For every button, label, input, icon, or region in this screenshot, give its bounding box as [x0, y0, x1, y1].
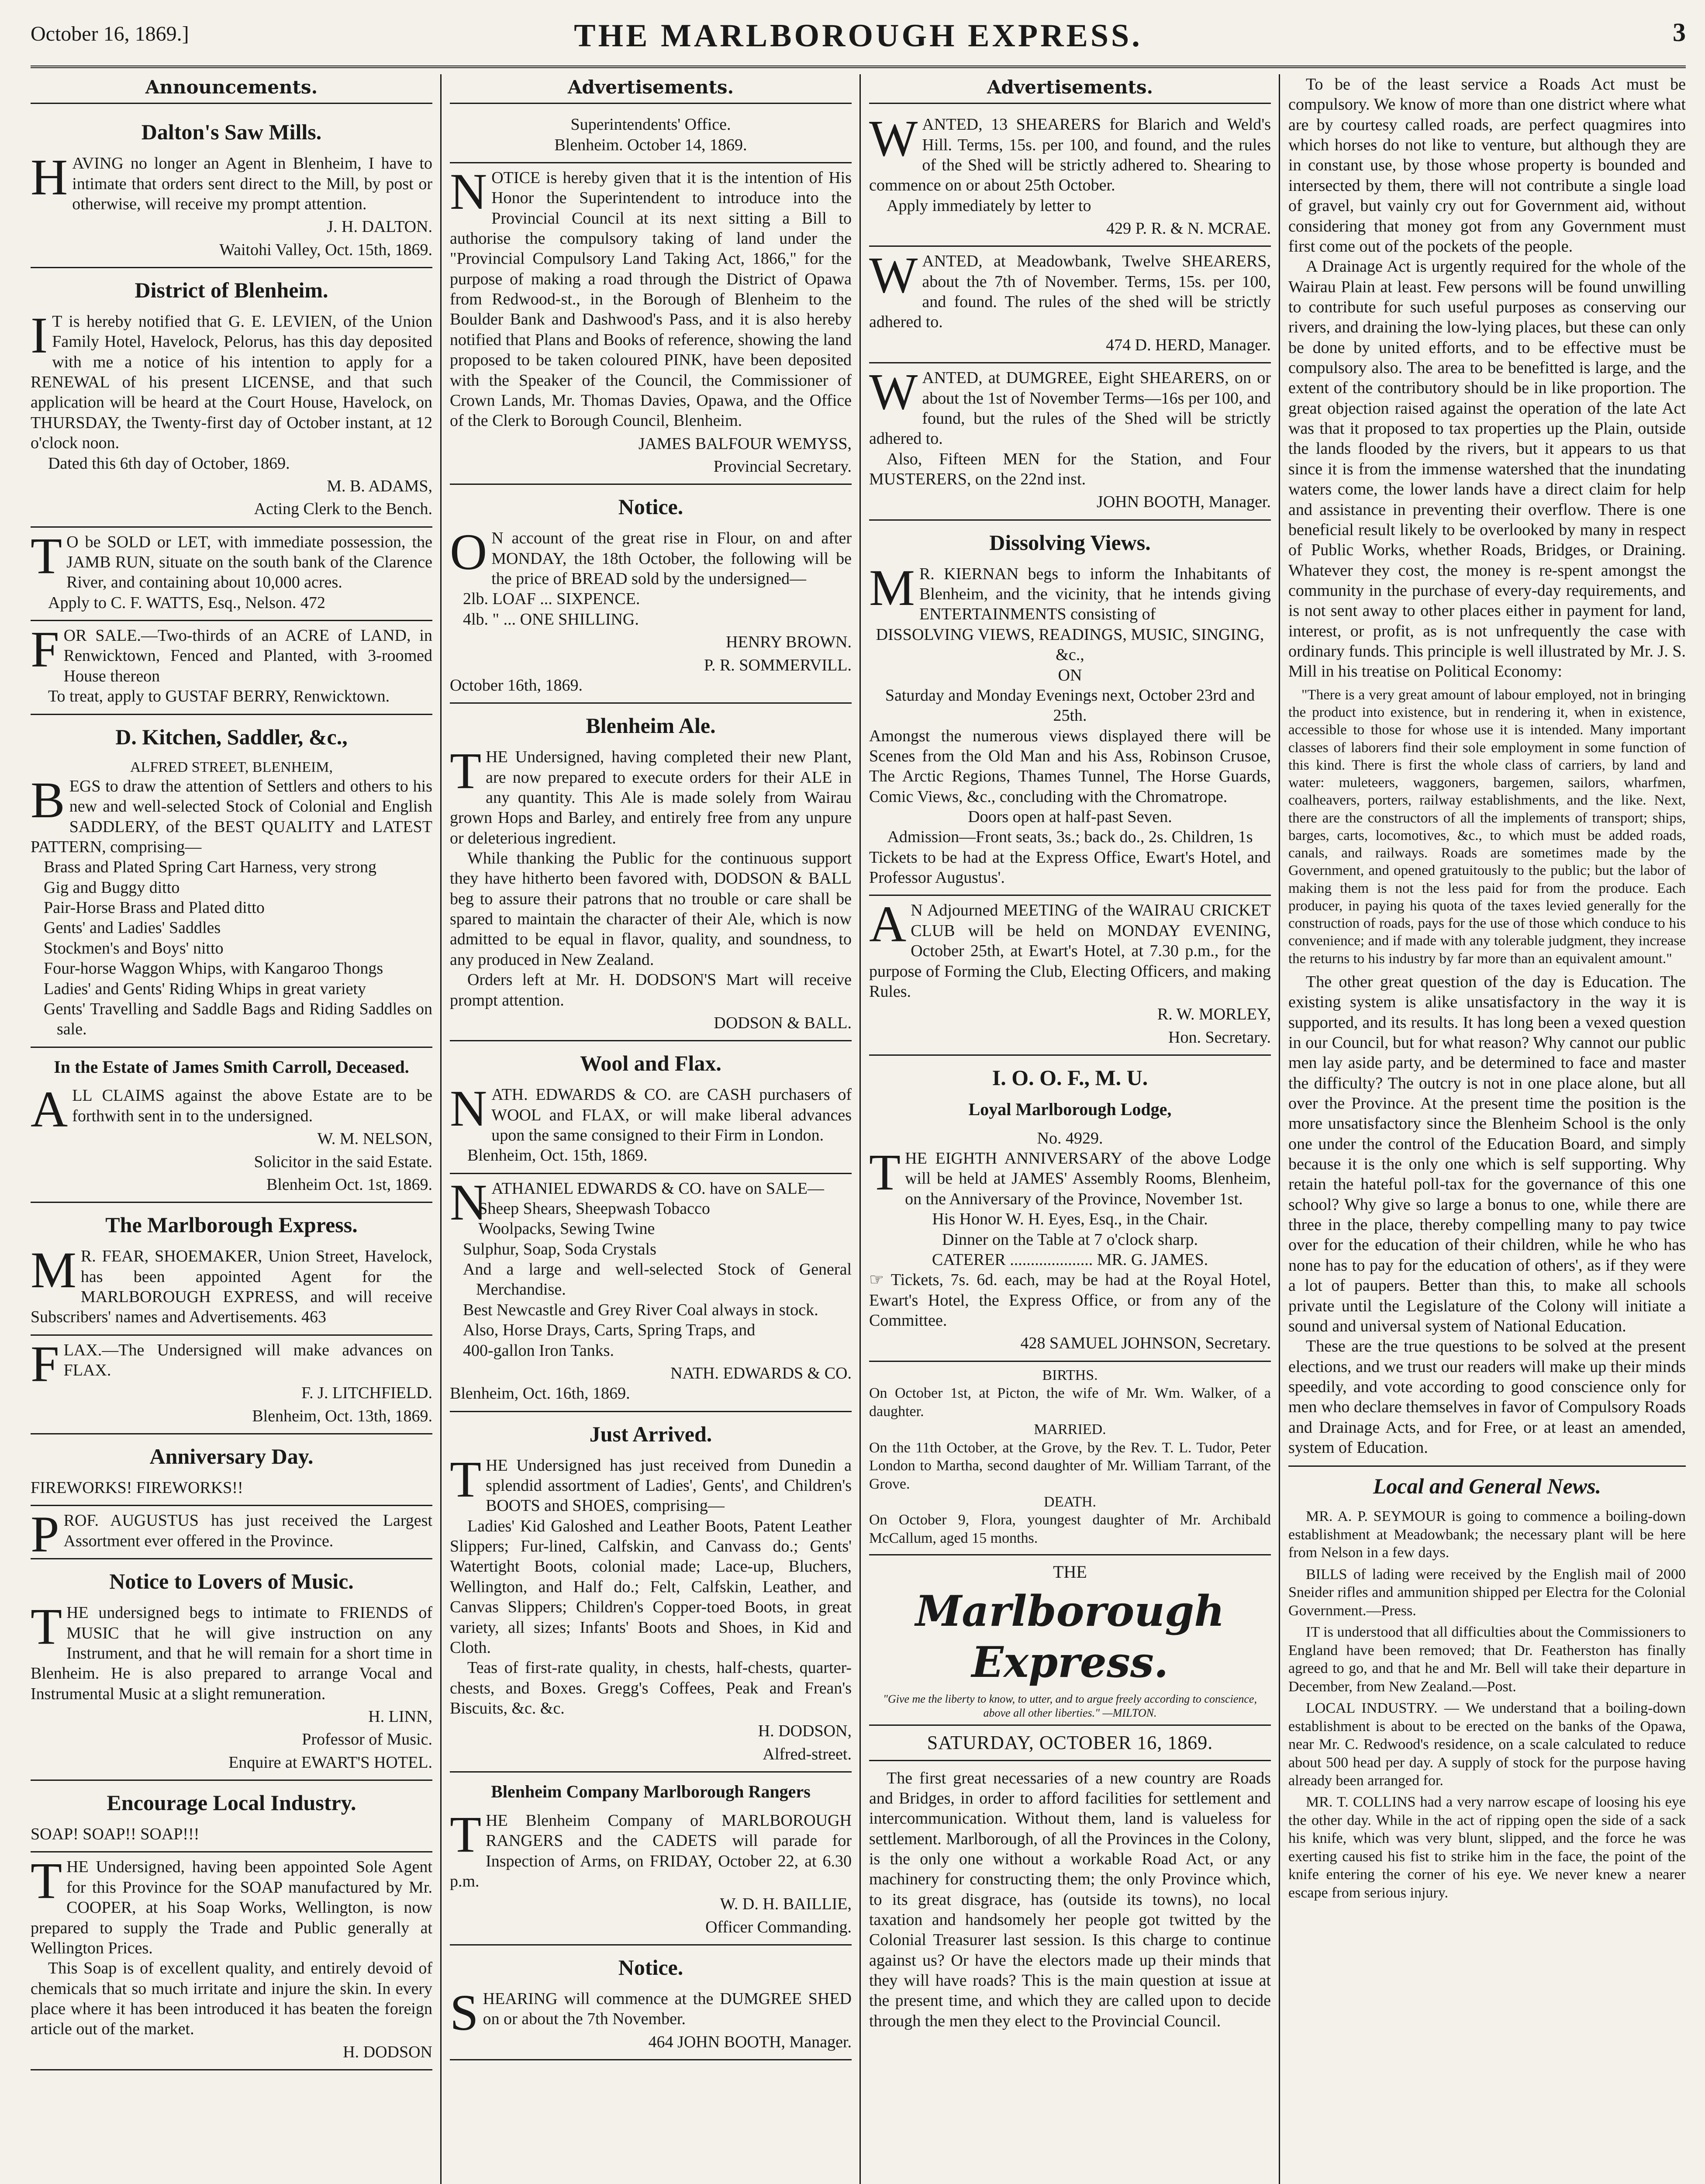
ad-heading: Anniversary Day. — [149, 1444, 314, 1469]
ad-paragraph — [31, 1241, 432, 1327]
ad-paragraph — [31, 1852, 432, 1958]
ad-centered-line: Dinner on the Table at 7 o'clock sharp. — [942, 1230, 1198, 1249]
ad-signature: R. W. MORLEY, — [1157, 1005, 1271, 1024]
ad-heading: The Marlborough Express. — [105, 1213, 358, 1237]
drop-cap: W — [869, 110, 918, 167]
drop-cap: B — [31, 771, 65, 829]
ad-paragraph — [869, 449, 1271, 490]
drop-cap: T — [450, 1450, 482, 1508]
ad-text: OTICE is hereby given that it is the intention of His Honor the Superintendent to introduce into the Provincial Council at its next sitting a Bill to authorise the compulsory taking of land under the "Provincial Compulsory Land Taking Act, 1866," for the purpose of making a road through the District of Opawa from Redwood-st., in the Borough of Blenheim to the Boulder Bank and Dashwood's Pass, and it is also hereby notified that Plans and Books of reference, showing the land proposed to be taken coloured PINK, have been deposited with the Speaker of the Council, the Commissioner of Crown Lands, Mr. Thomas Davies, Opawa, and the Office of the Clerk to Borough Council, Blenheim. — [450, 168, 852, 430]
ad-signature: Blenheim, Oct. 13th, 1869. — [252, 1406, 432, 1425]
editorial-the: THE — [1053, 1562, 1087, 1582]
drop-cap: T — [869, 1144, 901, 1201]
ad-heading: Notice to Lovers of Music. — [109, 1569, 354, 1594]
editorial-paragraph: These are the true questions to be solved at the present elections, and we trust our readers will make up their minds speedily, and vote according to good conscience only for men who declare themselves in favor of Compulsory Roads and Drainage Acts, and for Free, or at least an amended, system of Education. — [1288, 1337, 1686, 1457]
ad-body-block — [31, 1335, 432, 1393]
ad-body-block — [450, 1984, 852, 2041]
drop-cap: A — [869, 895, 907, 953]
ad-centered-line: Doors open at half-past Seven. — [968, 808, 1172, 826]
advertisement — [450, 485, 852, 704]
advertisement — [869, 110, 1271, 247]
ad-body-block — [31, 307, 432, 473]
ad-signature: J. H. DALTON. — [327, 218, 432, 236]
advertisement — [869, 896, 1271, 1056]
ad-text: HE undersigned begs to intimate to FRIENDS of MUSIC that he will give instruction on any Instrument, and that he will remain for a short time in Blenheim. He is also prepared to arrange Vocal and Instrumental Music at a slight remuneration. — [31, 1603, 432, 1703]
ad-paragraph — [450, 742, 852, 848]
ad-body-block — [31, 621, 432, 706]
advertisement — [450, 1773, 852, 1946]
ad-paragraph — [869, 246, 1271, 332]
editorial-paragraph: The first great necessaries of a new country are Roads and Bridges, in order to afford facilities for settlement and intercommunication. Without them, land is valueless for settlement. Marlborough, of all the Provinces in the Colony, is the only one without a workable Road Act, or any machinery for constructing them; the only Province which, to its great disgrace, has (outside its towns), no local taxation and handsomely her people got twitted by the Colonial Treasurer last session. Is this charge to continue against us? Or have the electors made up their minds that they will have roads? This is the main question at issue at the present time, and which they are called upon to decide through the men they elect to the Provincial Council. — [869, 1769, 1271, 2030]
ad-body-block — [31, 1241, 432, 1327]
ad-text: N account of the great rise in Flour, on and after MONDAY, the 18th October, the following will be the price of BREAD sold by the undersigned— — [491, 529, 852, 588]
ad-paragraph — [31, 621, 432, 686]
ad-signature: 474 D. HERD, Manager. — [1106, 335, 1271, 354]
drop-cap: N — [450, 162, 487, 220]
ad-paragraph — [450, 1658, 852, 1718]
column-3 — [869, 74, 1271, 2184]
news-item: BILLS of lading were received by the English mail of 2000 Sneider rifles and ammunition shipped per Electra for the Colonial Government.—Press. — [1288, 1566, 1686, 1619]
ad-signature: Solicitor in the said Estate. — [254, 1152, 432, 1171]
ad-body-block — [869, 246, 1271, 332]
advertisement — [31, 110, 432, 268]
ad-list-item: Also, Horse Drays, Carts, Spring Traps, and — [463, 1321, 756, 1340]
ad-paragraph — [31, 593, 432, 613]
ad-text: ROF. AUGUSTUS has just received the Largest Assortment ever offered in the Province. — [63, 1511, 432, 1550]
mill-quotation: "There is a very great amount of labour employed, not in bringing the product into existence, but in rendering it, when in existence, accessible to those for whose use it is intended. Many important classes of laborers find their sole employment in some function of this kind. There is first the whole class of carriers, by land and water: muleteers, waggoners, bargemen, sailors, wharfmen, coalheavers, porters, railway establishments, and the like. Next, there are the constructors of all the implements of transport; ships, barges, carts, locomotives, &c., to which must be added roads, canals, and railways. Roads are sometimes made by the Government, and opened gratuitously to the public; but the labor of making them is not the less paid for from the produce. Each producer, in paying his quota of the taxes levied generally for the construction of roads, pays for the use of those which conduce to his convenience; and if made with any tolerable judgment, they increase the returns to his industry by far more than an equivalent amount." — [1288, 687, 1686, 967]
ad-paragraph — [31, 527, 432, 593]
advertisement — [31, 1434, 432, 1506]
ad-text: HEARING will commence at the DUMGREE SHED on or about the 7th November. — [483, 1989, 852, 2028]
advertisement — [31, 528, 432, 621]
saddlery-item: Gents' Travelling and Saddle Bags and Riding Saddles on sale. — [44, 999, 432, 1039]
ad-paragraph — [869, 559, 1271, 625]
ad-body-block — [31, 1852, 432, 2039]
editorial-paragraph: To be of the least service a Roads Act must be compulsory. We know of more than one district where what are by courtesy called roads, are perfect quagmires into which horses do not like to venture, but although they are in constant use, by those whose property is bounded and intersected by them, there will not contribute a single load of gravel, but vainly cry out for Government aid, without considering that money got from any Government must first come out of the pockets of the people. — [1288, 75, 1686, 256]
ad-centered-line: His Honor W. H. Eyes, Esq., in the Chair. — [932, 1210, 1208, 1229]
ad-heading: Blenheim Ale. — [586, 713, 716, 738]
ad-text: SOAP! SOAP!! SOAP!!! — [31, 1825, 200, 1844]
saddlery-item: Gig and Buggy ditto — [44, 878, 180, 897]
drop-cap: F — [31, 621, 59, 678]
ad-body-block — [31, 1824, 432, 1844]
ad-paragraph — [450, 162, 852, 431]
ad-paragraph — [31, 1081, 432, 1138]
ad-heading: Just Arrived. — [589, 1421, 712, 1446]
column-rule — [859, 74, 861, 2184]
paper-motto: "Give me the liberty to know, to utter, and to argue freely according to conscience, above all other liberties." —MILTON. — [883, 1693, 1257, 1720]
ad-signature: M. B. ADAMS, — [327, 477, 432, 495]
ad-signature: W. D. H. BAILLIE, — [720, 1895, 852, 1914]
ad-text: ATHANIEL EDWARDS & CO. have on SALE— — [491, 1179, 824, 1198]
ad-text: ☞ Tickets, 7s. 6d. each, may be had at the Royal Hotel, Ewart's Hotel, the Express Office, or from any of the Committee. — [869, 1271, 1271, 1330]
ad-text: Blenheim, Oct. 15th, 1869. — [467, 1146, 648, 1165]
advertisement — [450, 1946, 852, 2060]
editorial-masthead — [869, 1562, 1271, 1761]
ad-subheading: ALFRED STREET, BLENHEIM, — [130, 759, 333, 775]
ad-signature: P. R. SOMMERVILL. — [704, 656, 852, 674]
ad-subheading: Loyal Marlborough Lodge, — [968, 1099, 1172, 1119]
ad-body-block — [869, 895, 1271, 1002]
ad-body-block — [31, 1506, 432, 1563]
ad-body-block — [869, 1144, 1271, 1209]
ad-heading: Encourage Local Industry. — [107, 1790, 356, 1815]
advertisement — [31, 1048, 432, 1203]
column-1 — [31, 74, 432, 2184]
advertisement — [31, 1781, 432, 1852]
ad-centered-line: Admission—Front seats, 3s.; back do., 2s. Children, 1s — [887, 828, 1253, 847]
ad-paragraph — [450, 848, 852, 970]
ad-text: ANTED, 13 SHEARERS for Blarich and Weld's Hill. Terms, 15s. per 100, and found, and the rules of the Shed will be strictly adhered to. Shearing to commence on or about 25th October. — [869, 115, 1271, 195]
ad-signature: F. J. LITCHFIELD. — [301, 1384, 432, 1403]
drop-cap: T — [450, 1805, 482, 1863]
column-rule — [1279, 74, 1280, 2184]
advertisement — [31, 1203, 432, 1335]
death-heading: DEATH. — [1044, 1494, 1096, 1510]
ad-text: FIREWORKS! FIREWORKS!! — [31, 1479, 243, 1497]
ad-paragraph — [31, 149, 432, 214]
ad-signature: Officer Commanding. — [705, 1918, 852, 1936]
news-list — [1288, 1507, 1686, 1902]
drop-cap: T — [450, 742, 482, 800]
ad-signature: H. DODSON, — [758, 1722, 852, 1741]
ad-centered-line: Saturday and Monday Evenings next, October 23rd and 25th. — [885, 686, 1255, 725]
drop-cap: A — [31, 1081, 68, 1138]
ad-signature: HENRY BROWN. — [726, 633, 852, 652]
advertisement — [31, 1506, 432, 1563]
ad-text: N Adjourned MEETING of the WAIRAU CRICKET CLUB will be held on MONDAY EVENING, October 25th, at Ewart's Hotel, at 7.30 p.m., for the purpose of Forming the Club, Electing Officers, and making Rules. — [869, 901, 1271, 1001]
ad-paragraph — [31, 1824, 432, 1844]
births-heading: BIRTHS. — [1042, 1367, 1098, 1383]
ad-signature: Blenheim Oct. 1st, 1869. — [266, 1175, 432, 1194]
ad-subheading: No. 4929. — [1037, 1129, 1103, 1147]
ad-text: LAX.—The Undersigned will make advances on FLAX. — [63, 1341, 432, 1380]
saddlery-item: Pair-Horse Brass and Plated ditto — [44, 898, 265, 917]
ad-paragraph — [869, 895, 1271, 1002]
ad-list-item: Best Newcastle and Grey River Coal always in stock. — [463, 1300, 818, 1319]
editorial-text — [869, 1768, 1271, 2032]
drop-cap: T — [31, 1852, 62, 1910]
ad-paragraph — [869, 196, 1271, 216]
ad-body-block — [869, 363, 1271, 489]
drop-cap: T — [31, 1598, 62, 1655]
ad-heading: Blenheim Company Marlborough Rangers — [491, 1782, 811, 1802]
ad-signature: Professor of Music. — [302, 1730, 432, 1749]
ad-signature: Alfred-street. — [763, 1745, 852, 1763]
advertisement — [450, 1412, 852, 1773]
ad-body: EGS to draw the attention of Settlers and others to his new and well-selected Stock of Colonial and English SADDLERY, of the BEST QUALITY and LATEST PATTERN, comprising— — [31, 777, 432, 857]
ad-list-item: 2lb. LOAF ... SIXPENCE. — [463, 590, 640, 608]
ad-list-item: Sheep Shears, Sheepwash Tobacco — [478, 1199, 710, 1218]
ad-paragraph — [450, 523, 852, 589]
paper-title: THE MARLBOROUGH EXPRESS. — [574, 18, 1142, 54]
news-item: MR. T. COLLINS had a very narrow escape of loosing his eye the other day. While in the act of ripping open the side of a sack his knife, which was very blunt, slipped, and the force he was exerting caused his fist to strike him in the face, the point of the knife entering the corner of his eye. We never knew a nearer escape from serious injury. — [1288, 1794, 1686, 1901]
drop-cap: W — [869, 363, 918, 421]
editorial-education — [1288, 972, 1686, 1458]
ad-signature: Enquire at EWART'S HOTEL. — [228, 1753, 432, 1772]
ad-date: Blenheim, Oct. 16th, 1869. — [450, 1384, 630, 1403]
ad-text: Ladies' Kid Galoshed and Leather Boots, Patent Leather Slippers; Fur-lined, Calfskin, and Canvass do.; Gents' Watertight Boots, colonial made; Lace-up, Bluchers, Wellington, and Half do.; Felt, Calfskin, Leather, and Canvas Slippers; Children's Copper-toed Boots, in great variety, all sizes; Infants' Boots and Shoes, in Kid and Cloth. — [450, 1517, 852, 1657]
kitchen-saddler-ad — [31, 715, 432, 1048]
ad-body-block — [450, 742, 852, 1010]
ad-text: O be SOLD or LET, with immediate possession, the JAMB RUN, situate on the south bank of the Clarence River, and containing about 10,000 acres. — [66, 532, 432, 592]
column-rule — [440, 74, 442, 2184]
ad-text: R. KIERNAN begs to inform the Inhabitants of Blenheim, and the vicinity, that he intends giving ENTERTAINMENTS consisting of — [919, 564, 1271, 624]
advertisement — [31, 1336, 432, 1434]
ad-body-block — [450, 1080, 852, 1165]
ad-signature: NATH. EDWARDS & CO. — [670, 1364, 852, 1382]
ad-paragraph — [450, 1145, 852, 1165]
ad-signature: 428 SAMUEL JOHNSON, Secretary. — [1020, 1334, 1271, 1353]
death-text: On October 9, Flora, youngest daughter of Mr. Archibald McCallum, aged 15 months. — [869, 1512, 1271, 1546]
advertisement — [869, 1056, 1271, 1362]
ad-paragraph — [31, 686, 432, 706]
ad-text: Orders left at Mr. H. DODSON'S Mart will receive prompt attention. — [450, 971, 852, 1009]
advertisement — [450, 1174, 852, 1412]
ad-signature: DODSON & BALL. — [714, 1013, 852, 1032]
ad-text: ANTED, at DUMGREE, Eight SHEARERS, on or about the 1st of November Terms—16s per 100, and found, but the rules of the Shed will be strictly adhered to. — [869, 369, 1271, 448]
ad-body-block — [31, 1081, 432, 1138]
news-item: IT is understood that all difficulties about the Commissioners to England have been removed; that Dr. Featherston has finally agreed to go, and that he and Mr. Bell will take their departure in December, from New Zealand.—Post. — [1288, 1624, 1686, 1695]
ad-list-item: Woolpacks, Sewing Twine — [478, 1220, 655, 1238]
ad-text: OR SALE.—Two-thirds of an ACRE of LAND, in Renwicktown, Fenced and Planted, with 3-roomed House thereon — [63, 626, 432, 685]
editorial-continued — [1288, 74, 1686, 682]
ad-signature: H. LINN, — [368, 1707, 432, 1726]
ad-text: While thanking the Public for the continuous support they have hitherto been favored with, DODSON & BALL beg to assure their patrons that no trouble or care shall be spared to maintain the character of their Ale, which is now admitted to be equal in flavor, quality, and soundness, to any produced in New Zealand. — [450, 849, 852, 969]
ad-signature: JAMES BALFOUR WEMYSS, — [638, 434, 852, 453]
ad-list-item: 4lb. " ... ONE SHILLING. — [463, 610, 639, 629]
ad-signature: H. DODSON — [343, 2042, 432, 2061]
advertisement — [450, 1041, 852, 1174]
ad-heading: District of Blenheim. — [135, 278, 328, 303]
editorial-date: SATURDAY, OCTOBER 16, 1869. — [869, 1724, 1271, 1761]
saddlery-item: Stockmen's and Boys' nitto — [44, 939, 224, 957]
drop-cap: W — [869, 246, 918, 304]
ad-text: HE Undersigned has just received from Dunedin a splendid assortment of Ladies', Gents', and Children's BOOTS and SHOES, comprising— — [486, 1456, 852, 1515]
ad-text: T is hereby notified that G. E. LEVIEN, of the Union Family Hotel, Havelock, Pelorus, has this day deposited with me a notice of his intention to apply for a RENEWAL of his present LICENSE, and that such application will be heard at the Court House, Havelock, on THURSDAY, the Twenty-first day of October instant, at 12 o'clock noon. — [31, 312, 432, 453]
ad-paragraph — [450, 1984, 852, 2041]
ad-text: HE Undersigned, having completed their new Plant, are now prepared to execute orders for their ALE in any quantity. This Ale is made solely from Wairau grown Hops and Barley, and entirely free from any unpure or deleterious ingredient. — [450, 748, 852, 847]
columns — [31, 74, 1686, 2184]
ad-list-item: Sulphur, Soap, Soda Crystals — [463, 1240, 656, 1258]
ad-paragraph — [31, 453, 432, 473]
ad-body-block — [869, 559, 1271, 625]
ad-text: To treat, apply to GUSTAF BERRY, Renwicktown. — [48, 687, 390, 706]
section-heading: Advertisements. — [450, 74, 852, 104]
ad-text: Amongst the numerous views displayed there will be Scenes from the Old Man and his Ass, Robinson Crusoe, The Arctic Regions, Thames Tunnel, The Horse Guards, Comic Views, &c., concluding with the Chromatrope. — [869, 726, 1271, 806]
ad-centered-line: CATERER .................... MR. G. JAMES. — [932, 1250, 1208, 1269]
drop-cap: I — [31, 307, 48, 364]
advertisement — [31, 1852, 432, 2070]
ad-text: Also, Fifteen MEN for the Station, and Four MUSTERERS, on the 22nd inst. — [869, 449, 1271, 488]
drop-cap: N — [450, 1173, 487, 1231]
advertisement — [450, 163, 852, 485]
ad-text: Dated this 6th day of October, 1869. — [48, 454, 290, 473]
ad-signature: 429 P. R. & N. MCRAE. — [1106, 219, 1271, 238]
ad-body-block — [450, 523, 852, 589]
ad-heading: D. Kitchen, Saddler, &c., — [115, 724, 348, 749]
married-heading: MARRIED. — [1034, 1421, 1106, 1438]
saddlery-item: Gents' and Ladies' Saddles — [44, 919, 221, 937]
ad-paragraph — [31, 307, 432, 453]
saddlery-item: Four-horse Waggon Whips, with Kangaroo Thongs — [44, 959, 383, 978]
ad-text: HE EIGHTH ANNIVERSARY of the above Lodge will be held at JAMES' Assembly Rooms, Blenheim, on the Anniversary of the Province, November 1st. — [905, 1149, 1271, 1208]
ad-body-block — [31, 1478, 432, 1498]
ad-paragraph — [869, 1144, 1271, 1209]
ad-list-item: And a large and well-selected Stock of General Merchandise. — [463, 1260, 852, 1299]
editorial-paragraph: A Drainage Act is urgently required for the whole of the Wairau Plain at least. Few persons will be found unwilling to contribute for such useful purposes as conserving our rivers, and draining the low-lying places, but these can only be done by united efforts, and to be effective must be compulsory also. The area to be benefitted is large, and the extent of the contributory should be in like proportion. The great objection raised against the operation of the late Act was that it proposed to tax properties up the Plain, outside the lands flooded by the rivers, but it appears to us that since it is from the immense watershed that the inundating waters come, the lower lands have a direct claim for help and assistance in preventing their overflow. There is one beneficial result likely to be overlooked by many in respect of Public Works, whether Roads, Bridges, or Draining. Whatever they cost, the money is re-spent amongst the community in the purchase of every-day requirements, and is not sent away to other places either in payment for land, interest, or profit, as is not unfrequently the case with ordinary funds. This principle is well illustrated by Mr. J. S. Mill in his treatise on Political Economy: — [1288, 257, 1686, 681]
advertisement — [869, 521, 1271, 896]
family-notices — [869, 1362, 1271, 1556]
ad-paragraph — [31, 1335, 432, 1393]
ad-text: HE Blenheim Company of MARLBOROUGH RANGERS and the CADETS will parade for Inspection of Arms, on FRIDAY, October 22, at 6.30 p.m. — [450, 1811, 852, 1890]
ad-text: Tickets to be had at the Express Office, Ewart's Hotel, and Professor Augustus'. — [869, 848, 1271, 887]
advertisement — [450, 110, 852, 163]
drop-cap: O — [450, 523, 487, 581]
ad-paragraph — [450, 970, 852, 1010]
ad-heading: I. O. O. F., M. U. — [992, 1065, 1148, 1090]
drop-cap: S — [450, 1984, 479, 2041]
ad-text: Apply immediately by letter to — [887, 196, 1091, 215]
ad-body-block — [450, 162, 852, 431]
issue-date: October 16, 1869.] — [31, 22, 189, 45]
ad-text: ATH. EDWARDS & CO. are CASH purchasers of WOOL and FLAX, or will make liberal advances upon the same consigned to their Firm in London. — [491, 1085, 852, 1144]
ad-signature: 464 JOHN BOOTH, Manager. — [648, 2032, 852, 2051]
ad-text: AVING no longer an Agent in Blenheim, I have to intimate that orders sent direct to the Mill, by post or otherwise, will receive my prompt attention. — [72, 154, 432, 213]
ad-date: October 16th, 1869. — [450, 676, 583, 695]
ad-signature: Hon. Secretary. — [1168, 1028, 1271, 1047]
ad-text: This Soap is of excellent quality, and entirely devoid of chemicals that so much irritate and injure the skin. In every place where it has been introduced it has beaten the foreign article out of the market. — [31, 1959, 432, 2039]
ad-body-block — [869, 110, 1271, 216]
ad-paragraph — [31, 1958, 432, 2039]
ad-signature: Provincial Secretary. — [713, 457, 852, 476]
ad-preamble: Blenheim. October 14, 1869. — [554, 135, 747, 154]
drop-cap: H — [31, 149, 68, 206]
births-text: On October 1st, at Picton, the wife of Mr. Wm. Walker, of a daughter. — [869, 1385, 1271, 1420]
ad-paragraph — [450, 1080, 852, 1145]
section-heading: Advertisements. — [869, 74, 1271, 104]
drop-cap: F — [31, 1335, 59, 1393]
news-heading: Local and General News. — [1288, 1465, 1686, 1500]
drop-cap: T — [31, 527, 62, 584]
ad-centered-line: ON — [1058, 666, 1082, 684]
ad-text: Teas of first-rate quality, in chests, half-chests, quarter-chests, and Boxes. Gregg's Coffees, Peak and Frean's Biscuits, &c. &c. — [450, 1659, 852, 1717]
ad-body-block — [450, 1450, 852, 1719]
saddlery-item: Ladies' and Gents' Riding Whips in great variety — [44, 979, 366, 998]
drop-cap: P — [31, 1506, 59, 1563]
advertisement — [869, 363, 1271, 521]
ad-paragraph — [450, 1516, 852, 1658]
ad-text: LL CLAIMS against the above Estate are to be forthwith sent in to the undersigned. — [72, 1086, 432, 1125]
ad-paragraph — [450, 1450, 852, 1516]
ad-heading: Wool and Flax. — [580, 1051, 721, 1076]
ad-text: ANTED, at Meadowbank, Twelve SHEARERS, about the 7th of November. Terms, 15s. per 100, and found. The rules of the shed will be strictly adhered to. — [869, 252, 1271, 332]
saddlery-item: Brass and Plated Spring Cart Harness, very strong — [44, 858, 376, 877]
ad-signature: Acting Clerk to the Bench. — [254, 500, 432, 518]
drop-cap: N — [450, 1080, 487, 1137]
ad-paragraph — [31, 1598, 432, 1704]
ad-body-block — [450, 1805, 852, 1891]
advertisement — [869, 247, 1271, 363]
ad-paragraph — [450, 1805, 852, 1891]
ad-signature: W. M. NELSON, — [317, 1130, 432, 1148]
ad-heading: In the Estate of James Smith Carroll, Deceased. — [54, 1057, 409, 1077]
editorial-paragraph: The other great question of the day is Education. The existing system is alike unsatisfactory in the way it is supported, and its results. It has long been a vexed question in our Council, but for what reason? Why cannot our public men lay aside party, and be determined to face and master the difficulty? The outcry is not in one place alone, but all over the Province. At the present time the position is the more unsatisfactory since the Blenheim School is the only one under the control of the Education Board, and simply because it is the only one which is self supporting. Why retain the hateful poll-tax for the governance of this one school? Why give so large a bonus to one, while there are three in the place, thereby compelling many to pay twice over for the education of their children, while he who has none has to pay for the education of others', as if they were a lot of paupers. Better than this, to make all schools private until the Legislature of the Colony will initiate a sound and universal system of National Education. — [1288, 972, 1686, 1335]
ad-paragraph — [869, 363, 1271, 449]
ad-preamble: Superintendents' Office. — [570, 115, 731, 134]
masthead — [31, 13, 1686, 68]
news-item: MR. A. P. SEYMOUR is going to commence a boiling-down establishment at Meadowbank; the necessary plant will be here from Nelson in a few days. — [1288, 1508, 1686, 1561]
ad-text: Apply to C. F. WATTS, Esq., Nelson. 472 — [48, 593, 325, 612]
married-text: On the 11th October, at the Grove, by the Rev. T. L. Tudor, Peter London to Martha, second daughter of Mr. William Tarrant, of the Grove. — [869, 1439, 1271, 1492]
ad-text: HE Undersigned, having been appointed Sole Agent for this Province for the SOAP manufactured by Mr. COOPER, at his Soap Works, Wellington, is now prepared to supply the Trade and Public generally at Wellington Prices. — [31, 1858, 432, 1957]
drop-cap: M — [31, 1241, 76, 1299]
column-2 — [450, 74, 852, 2184]
ad-signature: JOHN BOOTH, Manager. — [1097, 493, 1271, 511]
ad-signature: Waitohi Valley, Oct. 15th, 1869. — [219, 240, 432, 259]
ad-body-block — [31, 527, 432, 613]
news-item: LOCAL INDUSTRY. — We understand that a boiling-down establishment is about to be erected on the banks of the Opawa, near Mr. C. Redwood's residence, on a scale calculated to reduce about 500 head per day. A supply of stock for the purpose having already been arranged for. — [1288, 1700, 1686, 1789]
ad-paragraph — [31, 1478, 432, 1498]
column-4 — [1288, 74, 1686, 2184]
editorial-paper-name: Marlborough Express. — [915, 1586, 1225, 1687]
ad-body-block — [31, 1598, 432, 1704]
ad-heading: Notice. — [618, 494, 683, 519]
ad-heading: Notice. — [618, 1955, 683, 1980]
advertisement — [450, 704, 852, 1041]
section-heading: Announcements. — [31, 74, 432, 104]
page-number: 3 — [1673, 18, 1686, 47]
advertisement — [31, 1559, 432, 1781]
ad-text: R. FEAR, SHOEMAKER, Union Street, Havelock, has been appointed Agent for the MARLBOROUGH EXPRESS, and will receive Subscribers' names and Advertisements. 463 — [31, 1247, 432, 1327]
advertisement — [31, 621, 432, 715]
ad-list-item: 400-gallon Iron Tanks. — [463, 1341, 614, 1360]
ad-centered-line: DISSOLVING VIEWS, READINGS, MUSIC, SINGING, &c., — [876, 625, 1264, 664]
drop-cap: M — [869, 559, 915, 616]
ad-paragraph — [31, 1506, 432, 1563]
advertisement — [31, 268, 432, 528]
ad-paragraph — [869, 110, 1271, 195]
ad-body-block — [31, 149, 432, 214]
ad-heading: Dalton's Saw Mills. — [141, 120, 322, 145]
ad-heading: Dissolving Views. — [989, 530, 1151, 555]
